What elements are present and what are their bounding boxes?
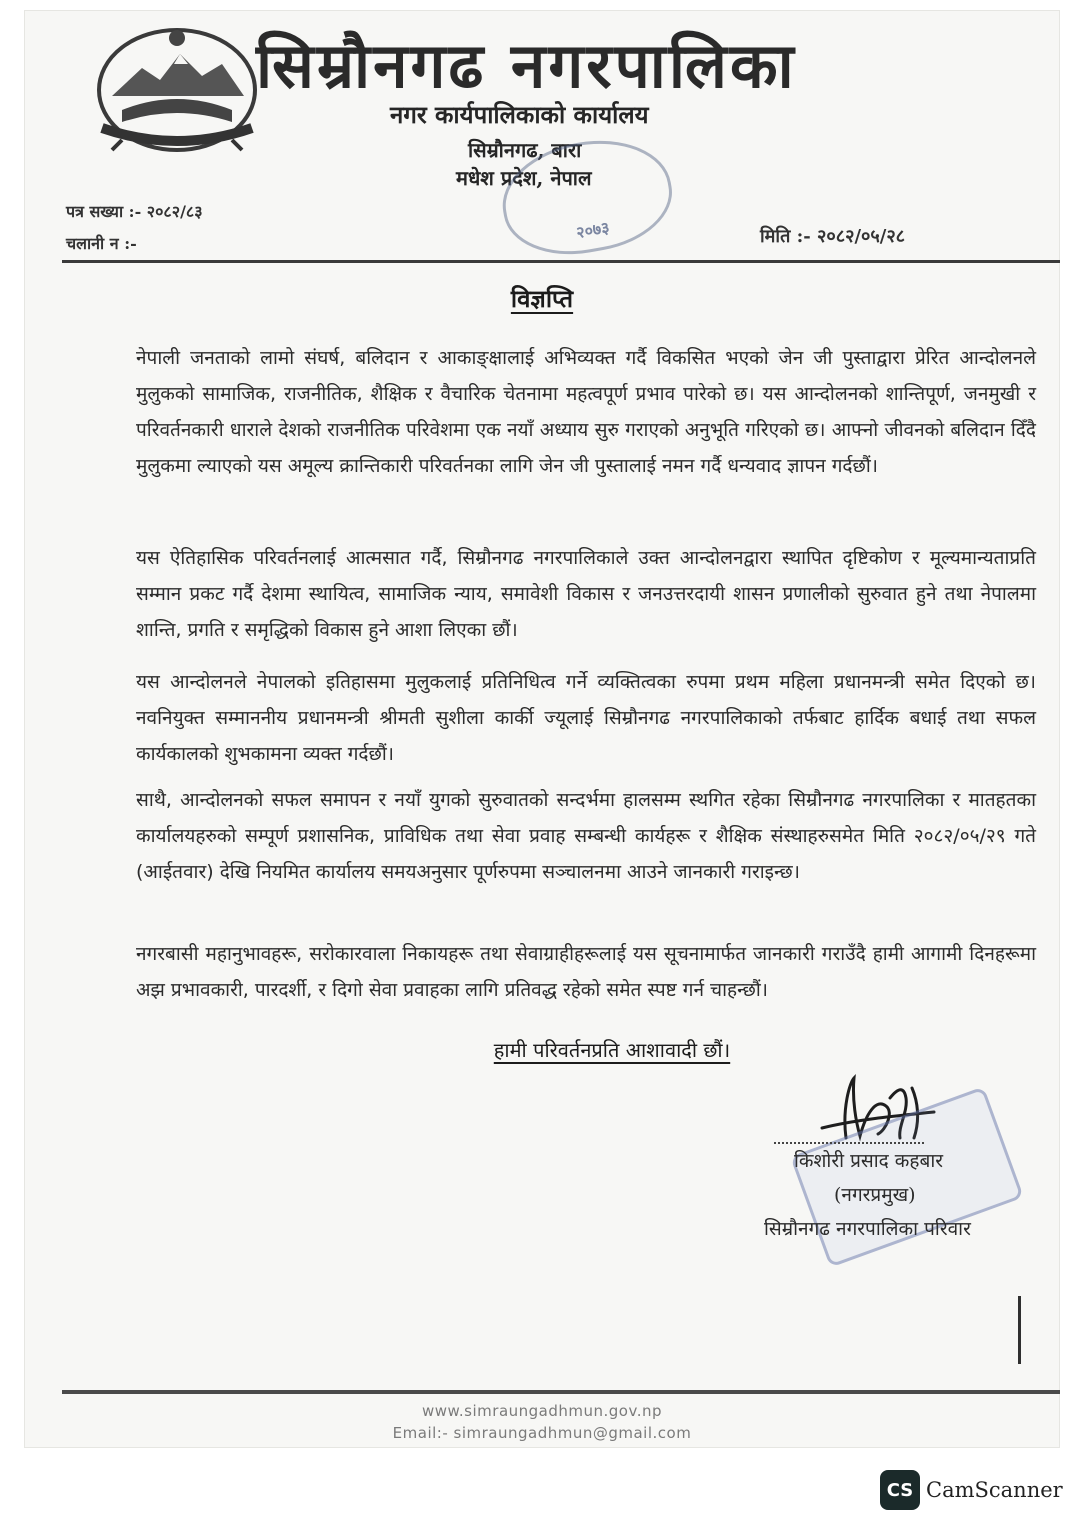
office-subtitle: नगर कार्यपालिकाको कार्यालय xyxy=(390,100,649,129)
notice-heading xyxy=(24,282,1060,315)
letter-number-label: पत्र सख्या :- xyxy=(66,202,142,221)
camscanner-watermark xyxy=(880,1470,1063,1510)
footer-divider xyxy=(62,1390,1060,1394)
date-label: मिति :- xyxy=(760,226,811,247)
municipality-title: सिम्रौनगढ नगरपालिका xyxy=(256,29,797,102)
footer-email: Email:- simraungadhmun@gmail.com xyxy=(392,1424,692,1442)
dispatch-number xyxy=(66,232,137,254)
camscanner-label: CamScanner xyxy=(926,1478,1063,1502)
signatory-block xyxy=(744,1140,1014,1246)
dispatch-number-label: चलानी न :- xyxy=(66,234,137,253)
address-line-2: मधेश प्रदेश, नेपाल xyxy=(456,166,592,190)
closing-line-text: हामी परिवर्तनप्रति आशावादी छौं। xyxy=(493,1038,731,1062)
signatory-organization: सिम्रौनगढ नगरपालिका परिवार xyxy=(764,1218,971,1240)
nepal-emblem-icon xyxy=(82,18,272,158)
letter-number-value: २०८२/८३ xyxy=(146,202,203,221)
letter-number xyxy=(66,200,203,222)
notice-heading-text: विज्ञप्ति xyxy=(510,284,574,313)
date-value: २०८२/०५/२८ xyxy=(817,226,906,247)
notice-paragraph-2: यस ऐतिहासिक परिवर्तनलाई आत्मसात गर्दै, सिम्रौनगढ नगरपालिकाले उक्त आन्दोलनद्वारा स्थापित दृष्टिकोण र मूल्यमान्यताप्रति सम्मान प्रकट गर्दै देशमा स्थायित्व, सामाजिक न्याय, समावेशी विकास र जनउत्तरदायी शासन प्रणालीको सुरुवात हुने तथा नेपालमा शान्ति, प्रगति र समृद्धिको विकास हुने आशा लिएका छौं। xyxy=(136,547,1036,641)
notice-paragraph-1: नेपाली जनताको लामो संघर्ष, बलिदान र आकाङ्क्षालाई अभिव्यक्त गर्दै विकसित भएको जेन जी पुस्ताद्वारा प्रेरित आन्दोलनले मुलुकको सामाजिक, राजनीतिक, शैक्षिक र वैचारिक चेतनामा महत्वपूर्ण प्रभाव पारेको छ। यस आन्दोलनको शान्तिपूर्ण, जनमुखी र परिवर्तनकारी धाराले देशको राजनीतिक परिवेशमा एक नयाँ अध्याय सुरु गराएको अनुभूति गरिएको छ। आफ्नो जीवनको बलिदान दिँदै मुलुकमा ल्याएको यस अमूल्य क्रान्तिकारी परिवर्तनका लागि जेन जी पुस्तालाई नमन गर्दै धन्यवाद ज्ञापन गर्दछौं। xyxy=(136,347,1036,477)
signatory-name: किशोरी प्रसाद कहबार xyxy=(794,1150,944,1172)
signatory-title: (नगरप्रमुख) xyxy=(834,1184,916,1206)
header-divider xyxy=(62,260,1060,263)
camscanner-logo: CS xyxy=(880,1470,920,1510)
closing-line xyxy=(24,1036,1060,1063)
office-stamp-text: २०७३ xyxy=(574,217,611,243)
letter-date xyxy=(760,224,905,248)
notice-paragraph-3: यस आन्दोलनले नेपालको इतिहासमा मुलुकलाई प्रतिनिधित्व गर्ने व्यक्तित्वका रुपमा प्रथम महिला प्रधानमन्त्री समेत दिएको छ। नवनियुक्त सम्माननीय प्रधानमन्त्री श्रीमती सुशीला कार्की ज्यूलाई सिम्रौनगढ नगरपालिकाको तर्फबाट हार्दिक बधाई तथा सफल कार्यकालको शुभकामना व्यक्त गर्दछौं। xyxy=(136,671,1036,765)
footer-website: www.simraungadhmun.gov.np xyxy=(421,1402,662,1420)
letter-page xyxy=(24,10,1060,1448)
notice-paragraph-4: साथै, आन्दोलनको सफल समापन र नयाँ युगको सुरुवातको सन्दर्भमा हालसम्म स्थगित रहेका सिम्रौनगढ नगरपालिका र मातहतका कार्यालयहरुको सम्पूर्ण प्रशासनिक, प्राविधिक तथा सेवा प्रवाह सम्बन्धी कार्यहरू र शैक्षिक संस्थाहरुसमेत मिति २०८२/०५/२९ गते (आईतवार) देखि नियमित कार्यालय समयअनुसार पूर्णरुपमा सञ्चालनमा आउने जानकारी गराइन्छ। xyxy=(136,789,1036,883)
margin-mark xyxy=(1018,1296,1021,1364)
notice-paragraph-5: नगरबासी महानुभावहरू, सरोकारवाला निकायहरू तथा सेवाग्राहीहरूलाई यस सूचनामार्फत जानकारी गराउँदै हामी आगामी दिनहरूमा अझ प्रभावकारी, पारदर्शी, र दिगो सेवा प्रवाहका लागि प्रतिवद्ध रहेको समेत स्पष्ट गर्न चाहन्छौं। xyxy=(136,943,1036,1001)
address-line-1: सिम्रौनगढ, बारा xyxy=(468,138,582,162)
